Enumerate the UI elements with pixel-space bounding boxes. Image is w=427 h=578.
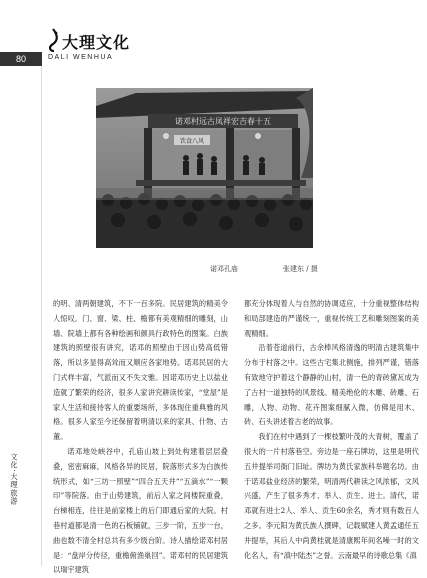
paragraph: 诺邓地处峡谷中，孔庙山坡上到处构建着层层叠叠，密密麻麻，风格各异的民居，院落形式多为白族传统形式，如“三坊一照壁”“四合五天井”“五滴水”“一颗印”等院落。由于山势建筑，前后人家之间楼院重叠，台梯相连，往往是前家楼上的后门即通后家的大院。村巷村道都是清一色的石板铺就，三步一阶，五步一台，曲也数不清全村总共有多少级台阶。诗人描绘诺邓村居是：“盘岸分传径，重檐俯渔巢回”。诺邓村的民居建筑以瑞宇建筑	[53, 446, 228, 575]
paragraph: 我们在村中遇到了一棵枝繁叶茂的大青树，覆盖了很大的一片村落巷空。旁边是一座石牌坊，这里是明代五井提举司衙门旧址。牌坊为黄氏家族科举题名坊。由于诺邓盐业经济的繁荣，明清两代耕读之风浓郁，文风兴盛，产生了很多秀才、举人、贡生、进士。清代，诺邓就有进士2人、举人、贡生60余名，秀才则有数百人之多。李元阳为黄氏族人撰碑，记载赋建人黄孟通任五井提举，其后人中尚黄桂就是清康熙年间名噪一时的文化名人，有“滇中陆杰”之誉。云南最早的诗歌总集《滇	[244, 432, 419, 560]
page-number: 80	[0, 52, 42, 66]
article-column-right	[244, 297, 419, 563]
temple-photo-illustration	[96, 88, 313, 248]
section-side-label: 文化·大理旅游	[10, 453, 19, 506]
margin-divider	[41, 66, 42, 566]
ink-brush-icon	[44, 28, 62, 52]
pillar-right	[292, 128, 300, 198]
paragraph: 沿着苍道前行，古余棒风格清逸的明清古建筑集中分布于村落之中。这些古宅集北侧施，排列严谨，错落有致地守护着这个静静的山村，清一色的青砖黛瓦成为了古村一道独特的风景线。精美绝伦的木雕、砖雕、石雕，人物、动物、花卉图案细腻入微，仿佛是用木、砖、石头讲述着古老的故事。	[244, 343, 419, 427]
pillar-center	[226, 128, 234, 198]
pillar-left	[144, 128, 152, 198]
page-header	[0, 0, 427, 70]
article-column-left	[53, 297, 228, 578]
paragraph: 的明、清两朝建筑，不下一百多院。民居建筑的精美令人惊叹。门、窗、梁、柱、檐都有美观精细的雕刻，山墙、院墙上都有各种绘画和颜具行政特色的图案。白族建筑的照壁很有讲究，诺邓的照壁由于因山势高低错落，所以多显得高耸而又顺应各家地势。诺邓民居的大门式样丰富，气派而又不失文雅。因诺邓历史上以盐业造就了繁荣的经济，很多人家讲究耕读传家，“堂屋”是家人生活和接待客人的重要场所，多体现住重典雅的风格。很多人家至今还保留着明清以来的家具、什物、古董。	[53, 299, 228, 442]
stage-sign-text: 饮食八风	[179, 138, 205, 145]
magazine-title: 大理文化	[62, 33, 131, 52]
magazine-title-en: DALI WENHUA	[48, 54, 114, 61]
photo-caption: 诺邓孔庙	[210, 265, 238, 273]
audience-group	[96, 193, 313, 248]
paragraph: 都充分体现着人与自然的协调适应，十分重视整体结构和局部建造的严谨统一，重视传统工艺和雕刻图案的美观精细。	[244, 299, 419, 338]
photo-credit: 张建东 / 摄	[283, 265, 318, 273]
temple-photo	[96, 88, 313, 248]
banner-text: 诺邓村远古凤祥宏吉春十五	[175, 117, 271, 126]
